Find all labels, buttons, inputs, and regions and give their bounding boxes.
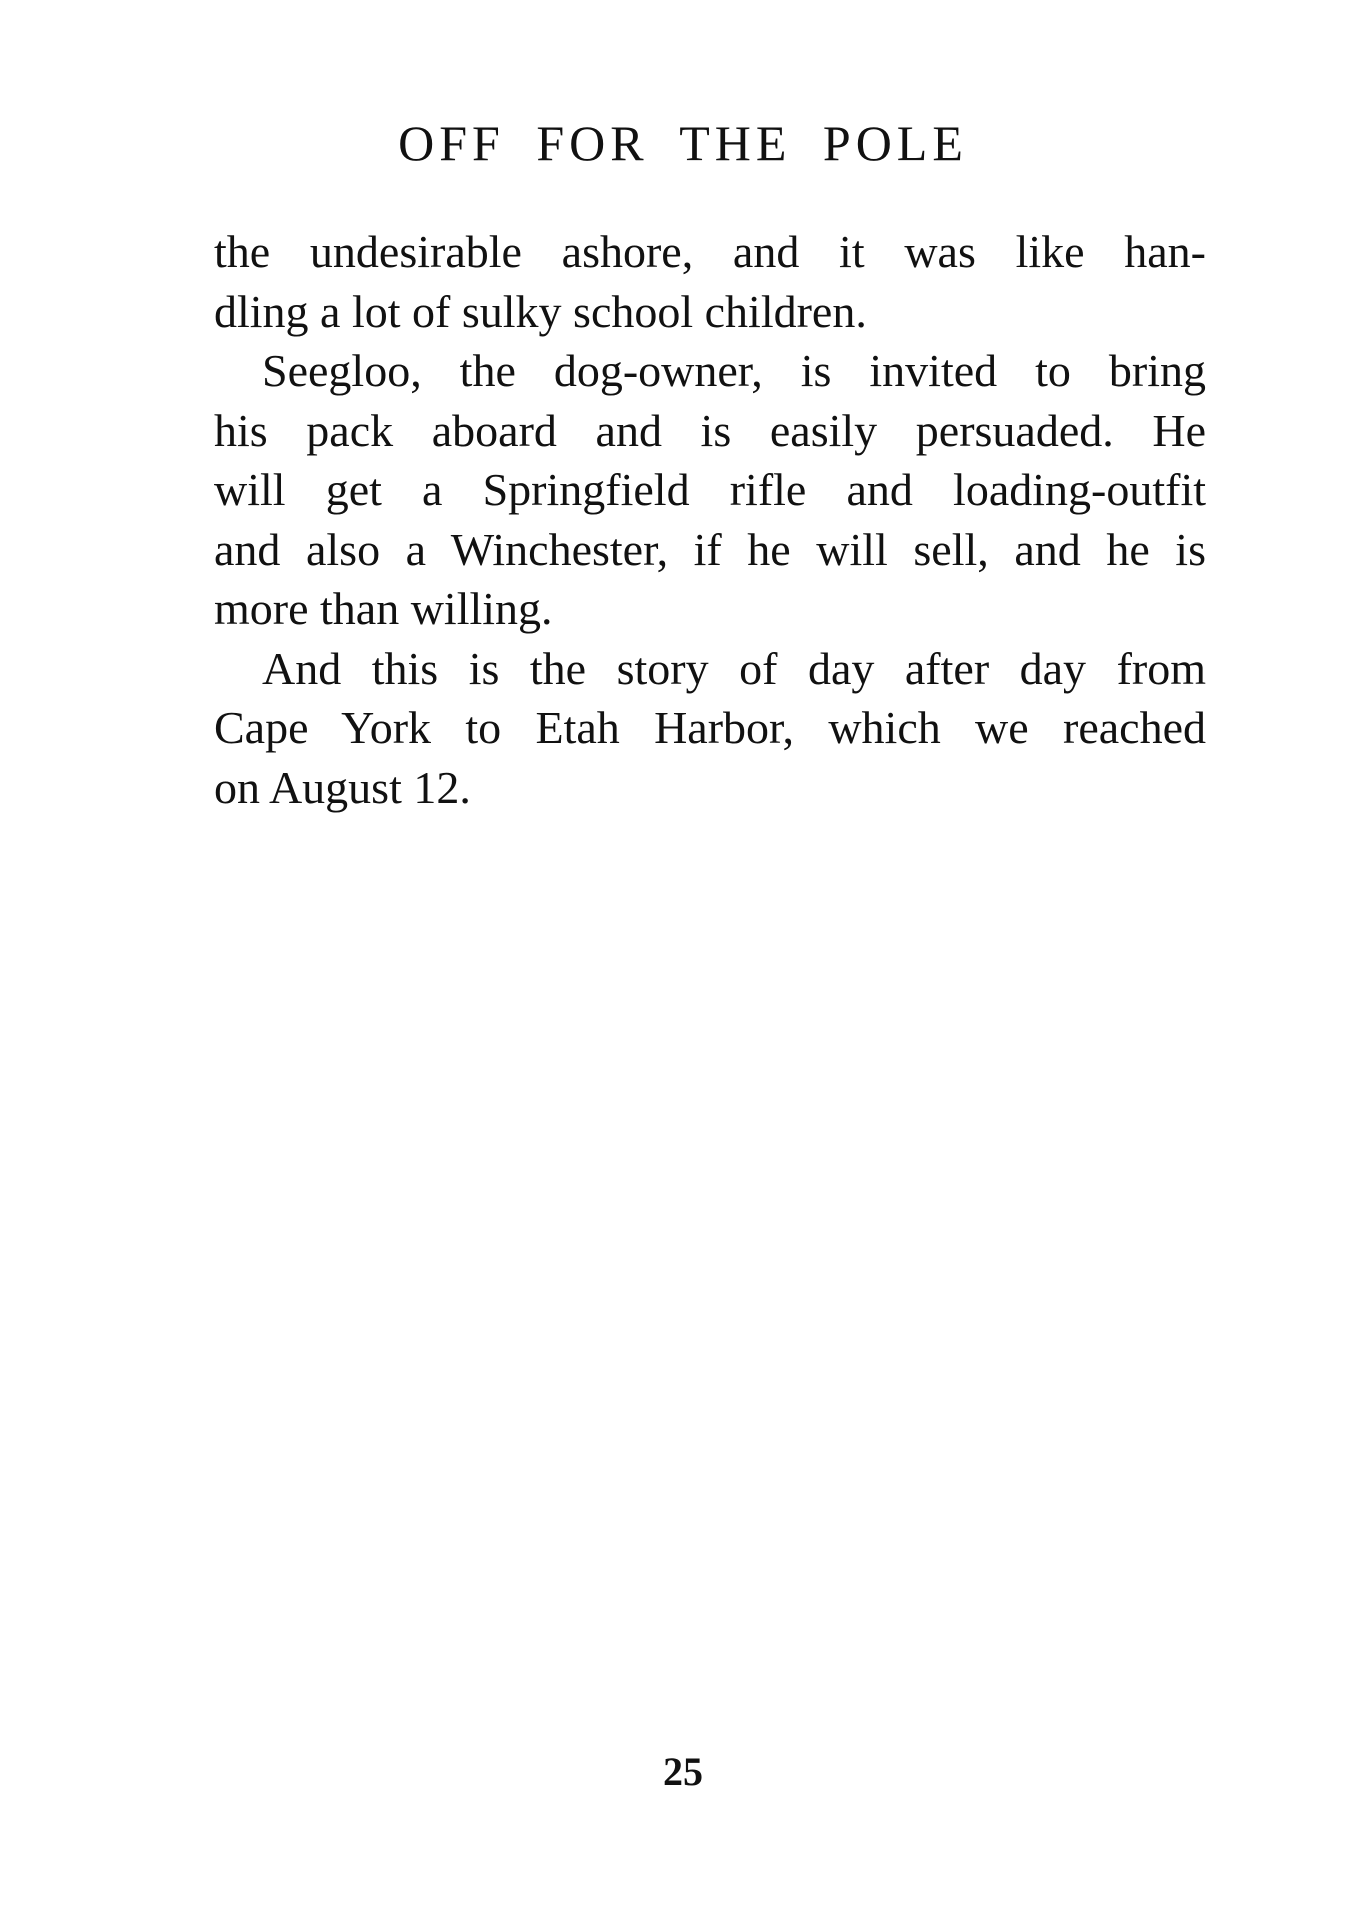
text-line: dling a lot of sulky school children. <box>214 285 867 337</box>
text-line: and also a Winchester, if he will sell, and he is <box>214 523 1206 575</box>
paragraph-continued <box>214 222 1206 341</box>
text-line: on August 12. <box>214 761 471 813</box>
text-line: Seegloo, the dog-owner, is invited to bring <box>262 345 1206 396</box>
text-line: more than willing. <box>214 583 553 634</box>
paragraph-seegloo <box>214 341 1206 639</box>
running-head: OFF FOR THE POLE <box>398 115 968 171</box>
page-number: 25 <box>663 1749 703 1794</box>
text-line: his pack aboard and is easily persuaded. He <box>214 404 1206 456</box>
text-line: will get a Springfield rifle and loading-outfit <box>214 464 1206 515</box>
text-line: Cape York to Etah Harbor, which we reached <box>214 702 1206 753</box>
text-line: the undesirable ashore, and it was like han- <box>214 226 1206 277</box>
paragraph-story <box>214 639 1206 818</box>
body-text <box>214 222 1206 817</box>
text-line: And this is the story of day after day from <box>262 642 1206 694</box>
